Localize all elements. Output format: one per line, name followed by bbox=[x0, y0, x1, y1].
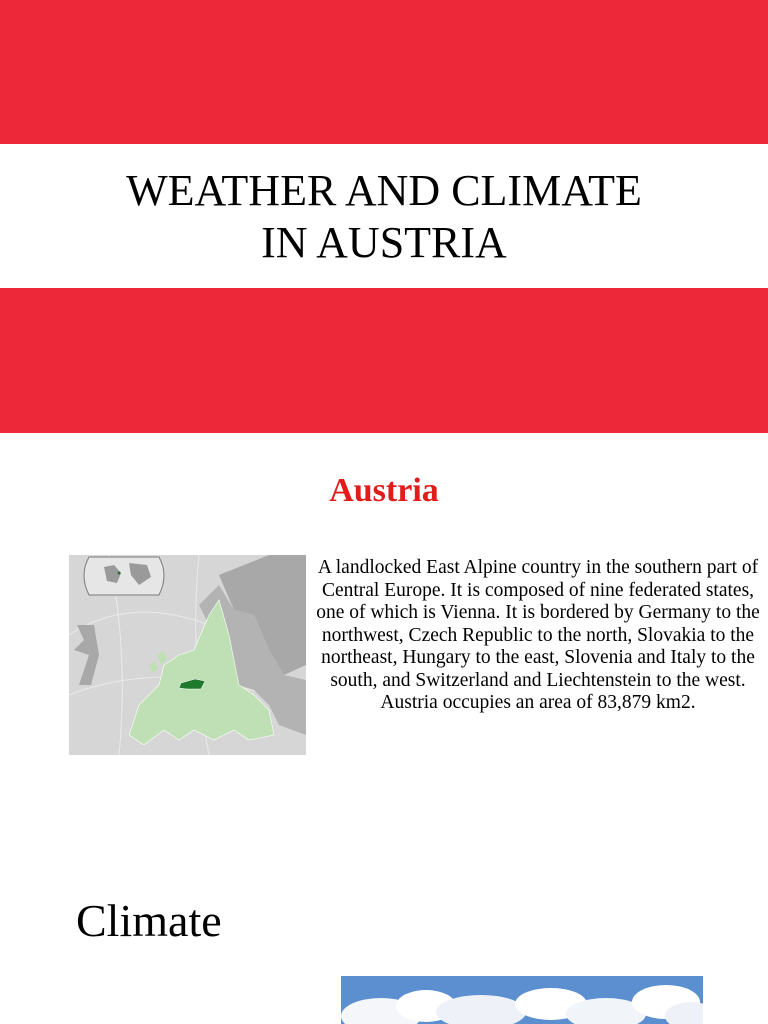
flag-red-band-top bbox=[0, 0, 768, 144]
section-heading: Austria bbox=[329, 472, 439, 509]
title-slide bbox=[0, 0, 768, 433]
clouds-icon bbox=[341, 976, 703, 1024]
title-line-2: IN AUSTRIA bbox=[261, 218, 507, 267]
europe-locator-map-image bbox=[69, 555, 306, 755]
title-line-1: WEATHER AND CLIMATE bbox=[126, 166, 642, 215]
austria-description: A landlocked East Alpine country in the southern part of Central Europe. It is composed of nine federated states, one of which is Vienna. It is bordered by Germany to the northwest, Czech Republic to the north, Slovakia to the northeast, Hungary to the east, Slovenia and Italy to the south, and Switzerland and Liechtenstein to the west. Austria occupies an area of 83,879 km2. bbox=[316, 557, 760, 713]
slide-title bbox=[0, 165, 768, 269]
sky-clouds-photo bbox=[341, 976, 703, 1024]
austria-overview-slide bbox=[0, 433, 768, 1024]
climate-title: Climate bbox=[76, 895, 222, 946]
europe-map-icon bbox=[69, 555, 306, 755]
flag-red-band-bottom bbox=[0, 288, 768, 433]
